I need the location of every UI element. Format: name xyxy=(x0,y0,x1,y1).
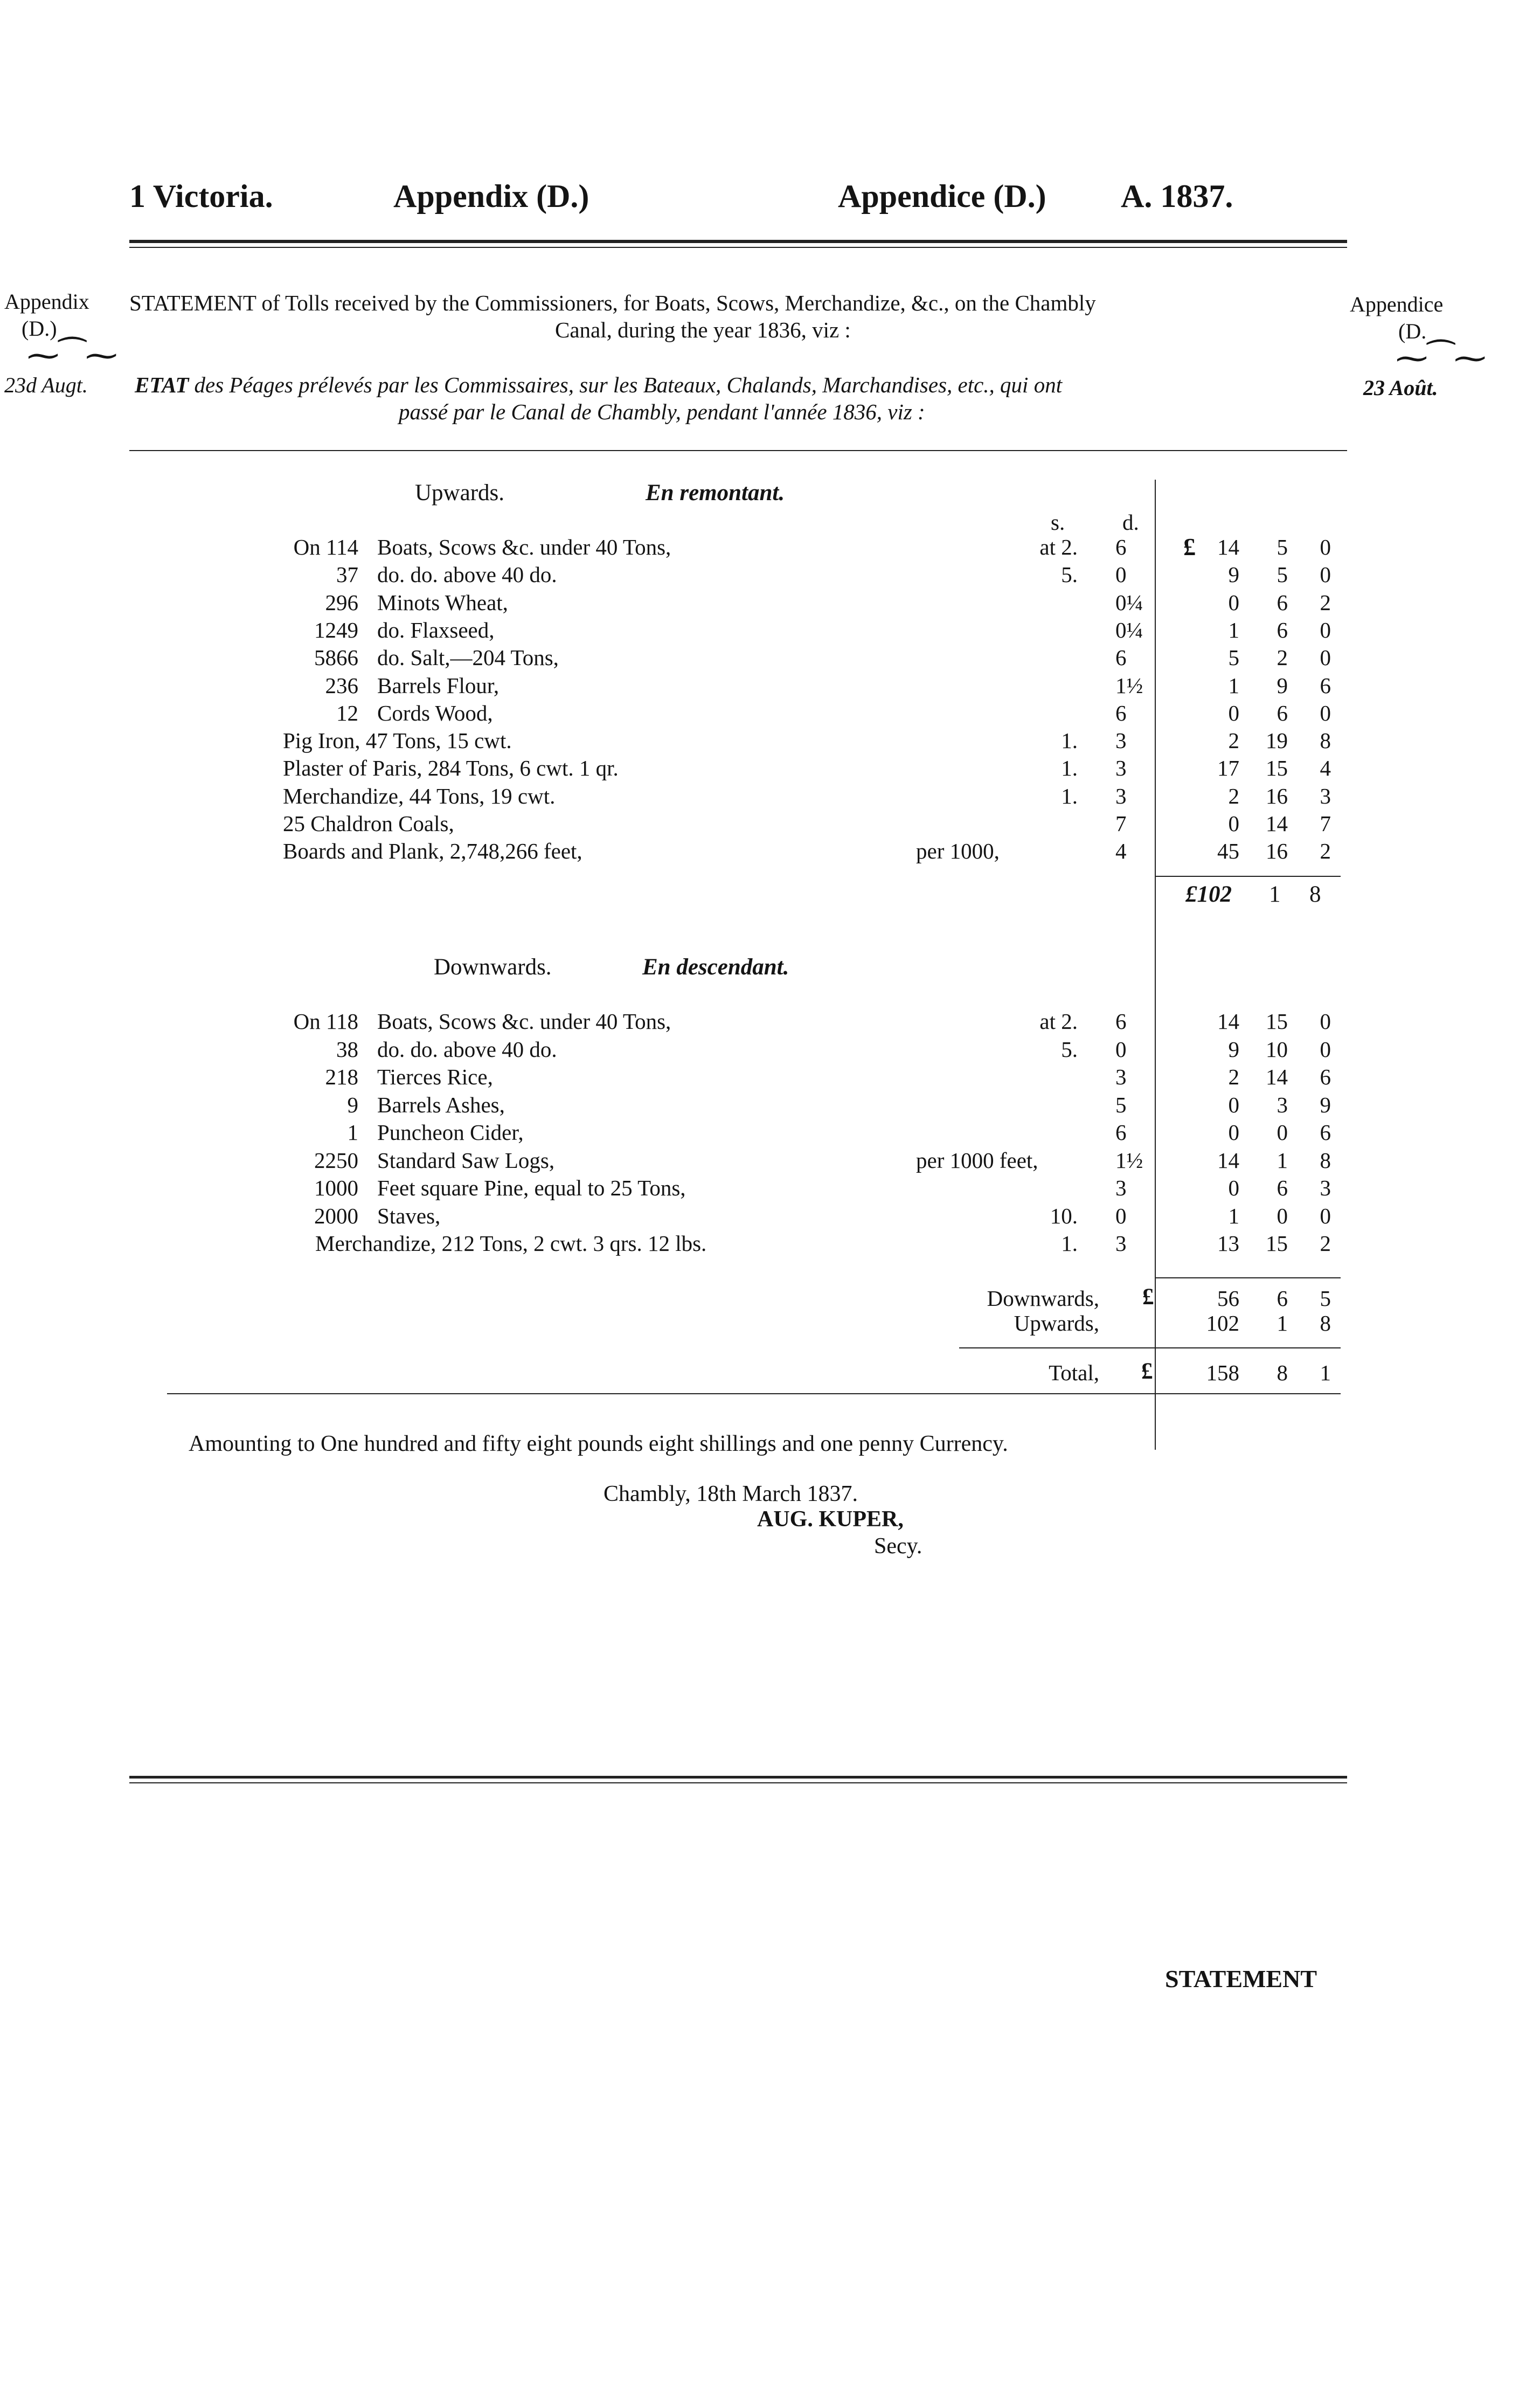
downwards-cell-d: 2 xyxy=(1320,1231,1331,1256)
upwards-cell-d: 3 xyxy=(1320,783,1331,808)
downwards-cell-s: 14 xyxy=(1266,1064,1288,1089)
upwards-cell-d: 0 xyxy=(1320,617,1331,642)
header-right: A. 1837. xyxy=(1121,178,1233,214)
summary-cell-d: 1 xyxy=(1320,1360,1331,1385)
downwards-cell-desc: Standard Saw Logs, xyxy=(377,1147,555,1173)
downwards-row xyxy=(0,1118,1540,1147)
upwards-row xyxy=(0,781,1540,811)
upwards-cell-s: 6 xyxy=(1277,617,1288,642)
downwards-cell-l: 13 xyxy=(1217,1231,1239,1256)
upwards-cell-desc: Boards and Plank, 2,748,266 feet, xyxy=(283,839,582,864)
margin-left-date: 23d Augt. xyxy=(4,373,88,397)
header-rule-thin xyxy=(129,247,1347,248)
upwards-cell-rate-d: 4 xyxy=(1115,839,1127,864)
upwards-row xyxy=(0,726,1540,755)
upwards-cell-desc: 25 Chaldron Coals, xyxy=(283,811,454,836)
margin-left-label: Appendix xyxy=(4,289,89,314)
downwards-cell-d: 3 xyxy=(1320,1175,1331,1200)
downwards-row xyxy=(0,1035,1540,1064)
upwards-cell-l: 17 xyxy=(1217,756,1239,781)
downwards-cell-rate-s: at 2. xyxy=(1039,1009,1078,1034)
upwards-cell-d: 6 xyxy=(1320,673,1331,698)
upwards-cell-l: 0 xyxy=(1228,590,1239,615)
upwards-cell-rate-d: 3 xyxy=(1115,728,1127,753)
downwards-cell-l: 9 xyxy=(1228,1036,1239,1062)
downwards-cell-per: per 1000 feet, xyxy=(916,1147,1038,1173)
summary-currency-1: £ xyxy=(1142,1284,1154,1310)
upwards-cell-s: 15 xyxy=(1266,756,1288,781)
downwards-cell-l: 0 xyxy=(1228,1175,1239,1200)
downwards-row xyxy=(0,1173,1540,1202)
upwards-cell-l: 9 xyxy=(1228,562,1239,587)
title-fr-line1 xyxy=(135,372,1062,398)
upwards-row xyxy=(0,671,1540,700)
downwards-cell-rate-d: 3 xyxy=(1115,1175,1127,1200)
upwards-cell-d: 0 xyxy=(1320,700,1331,725)
margin-right-sub: (D. xyxy=(1398,319,1427,343)
page-end-rule-thin xyxy=(129,1782,1347,1783)
upwards-cell-l: 0 xyxy=(1228,811,1239,836)
downwards-cell-d: 0 xyxy=(1320,1203,1331,1228)
title-en-line2: Canal, during the year 1836, viz : xyxy=(555,317,851,342)
upwards-cell-s: 16 xyxy=(1266,839,1288,864)
upwards-row xyxy=(0,588,1540,617)
upwards-cell-qty: 296 xyxy=(325,590,358,615)
upwards-cell-desc: do. Salt,—204 Tons, xyxy=(377,645,559,670)
downwards-row xyxy=(0,1146,1540,1175)
downwards-cell-desc: Feet square Pine, equal to 25 Tons, xyxy=(377,1175,686,1200)
summary-cell-s: 8 xyxy=(1277,1360,1288,1385)
summary-cell-label: Total, xyxy=(1049,1360,1099,1385)
upwards-cell-rate-d: 6 xyxy=(1115,645,1127,670)
downwards-cell-desc: Boats, Scows &c. under 40 Tons, xyxy=(377,1009,671,1034)
upwards-total-l: £102 xyxy=(1185,882,1232,907)
upwards-subtotal-rule xyxy=(1155,876,1341,877)
upwards-cell-desc: do. do. above 40 do. xyxy=(377,562,557,587)
summary-cell-l: 102 xyxy=(1206,1311,1239,1336)
downwards-row xyxy=(0,1062,1540,1091)
upwards-cell-d: 0 xyxy=(1320,535,1331,559)
upwards-cell-qty: 1249 xyxy=(314,617,358,642)
downwards-cell-l: 14 xyxy=(1217,1147,1239,1173)
upwards-cell-rate-s: 1. xyxy=(1061,783,1078,808)
upwards-cell-rate-s: 1. xyxy=(1061,756,1078,781)
upwards-cell-desc: Minots Wheat, xyxy=(377,590,508,615)
downwards-cell-rate-d: 3 xyxy=(1115,1064,1127,1089)
downwards-cell-d: 6 xyxy=(1320,1064,1331,1089)
upwards-row xyxy=(0,615,1540,645)
margin-right-date: 23 Août. xyxy=(1363,376,1438,400)
upwards-row xyxy=(0,809,1540,838)
upwards-heading-fr: En remontant. xyxy=(646,480,785,506)
downwards-cell-d: 6 xyxy=(1320,1120,1331,1145)
upwards-cell-rate-d: 6 xyxy=(1115,700,1127,725)
downwards-cell-qty: On 118 xyxy=(293,1009,358,1034)
downwards-cell-rate-d: 6 xyxy=(1115,1120,1127,1145)
upwards-cell-rate-s: at 2. xyxy=(1039,535,1078,559)
upwards-cell-qty: 236 xyxy=(325,673,358,698)
upwards-cell-d: 2 xyxy=(1320,590,1331,615)
downwards-cell-desc: do. do. above 40 do. xyxy=(377,1036,557,1062)
downwards-cell-rate-s: 10. xyxy=(1050,1203,1078,1228)
upwards-cell-qty: 5866 xyxy=(314,645,358,670)
downwards-cell-rate-d: 6 xyxy=(1115,1009,1127,1034)
upwards-cell-desc: Pig Iron, 47 Tons, 15 cwt. xyxy=(283,728,512,753)
upwards-cell-desc: Merchandize, 44 Tons, 19 cwt. xyxy=(283,783,556,808)
summary-rule xyxy=(959,1347,1341,1348)
margin-left-sub: (D.) xyxy=(22,316,57,341)
summary-currency-2: £ xyxy=(1141,1359,1153,1384)
margin-right-label: Appendice xyxy=(1350,292,1444,316)
summary-cell-s: 1 xyxy=(1277,1311,1288,1336)
upwards-cell-desc: Barrels Flour, xyxy=(377,673,500,698)
upwards-cell-qty: 12 xyxy=(336,700,358,725)
upwards-cell-d: 2 xyxy=(1320,839,1331,864)
title-en-lead: STATEMENT xyxy=(129,290,256,315)
table-bottom-rule xyxy=(167,1393,1341,1394)
upwards-cell-rate-d: 0 xyxy=(1115,562,1127,587)
summary-row xyxy=(0,1358,1540,1387)
title-en-line1 xyxy=(129,290,1096,316)
upwards-cell-desc: Plaster of Paris, 284 Tons, 6 cwt. 1 qr. xyxy=(283,756,619,781)
downwards-heading: Downwards. xyxy=(434,954,552,980)
upwards-cell-qty: On 114 xyxy=(293,535,358,559)
upwards-cell-s: 16 xyxy=(1266,783,1288,808)
upwards-cell-d: 0 xyxy=(1320,645,1331,670)
upwards-row xyxy=(0,753,1540,783)
upwards-cell-s: 19 xyxy=(1266,728,1288,753)
place-and-date: Chambly, 18th March 1837. xyxy=(603,1482,858,1506)
downwards-rule xyxy=(1155,1277,1341,1278)
downwards-cell-desc: Barrels Ashes, xyxy=(377,1092,505,1117)
downwards-cell-rate-d: 3 xyxy=(1115,1231,1127,1256)
upwards-total-d: 8 xyxy=(1309,882,1321,907)
downwards-cell-qty: 218 xyxy=(325,1064,358,1089)
currency-symbol: £ xyxy=(1183,533,1196,561)
downwards-cell-l: 0 xyxy=(1228,1092,1239,1117)
summary-cell-d: 5 xyxy=(1320,1286,1331,1311)
upwards-cell-s: 14 xyxy=(1266,811,1288,836)
upwards-row xyxy=(0,643,1540,672)
downwards-cell-s: 15 xyxy=(1266,1231,1288,1256)
summary-cell-d: 8 xyxy=(1320,1311,1331,1336)
upwards-cell-s: 6 xyxy=(1277,590,1288,615)
summary-cell-l: 56 xyxy=(1217,1286,1239,1311)
upwards-cell-rate-d: 7 xyxy=(1115,811,1127,836)
upwards-cell-desc: do. Flaxseed, xyxy=(377,617,495,642)
upwards-cell-s: 5 xyxy=(1277,535,1288,559)
upwards-cell-s: 9 xyxy=(1277,673,1288,698)
upwards-total-s: 1 xyxy=(1269,882,1281,907)
upwards-cell-rate-d: 3 xyxy=(1115,756,1127,781)
downwards-cell-d: 0 xyxy=(1320,1009,1331,1034)
downwards-cell-desc: Merchandize, 212 Tons, 2 cwt. 3 qrs. 12 lbs. xyxy=(315,1231,707,1256)
header-left: 1 Victoria. xyxy=(129,178,273,214)
upwards-cell-l: 14 xyxy=(1217,535,1239,559)
upwards-cell-rate-s: 1. xyxy=(1061,728,1078,753)
upwards-cell-l: 45 xyxy=(1217,839,1239,864)
downwards-row xyxy=(0,1090,1540,1119)
upwards-cell-qty: 37 xyxy=(336,562,358,587)
downwards-cell-qty: 2000 xyxy=(314,1203,358,1228)
upwards-cell-l: 1 xyxy=(1228,617,1239,642)
header-rule xyxy=(129,240,1347,243)
margin-left-ornament: ⁓⁀⁓ xyxy=(27,338,118,373)
downwards-cell-d: 8 xyxy=(1320,1147,1331,1173)
downwards-cell-qty: 38 xyxy=(336,1036,358,1062)
downwards-cell-s: 0 xyxy=(1277,1120,1288,1145)
downwards-cell-desc: Puncheon Cider, xyxy=(377,1120,524,1145)
downwards-cell-l: 0 xyxy=(1228,1120,1239,1145)
downwards-cell-rate-d: 5 xyxy=(1115,1092,1127,1117)
title-fr-line2: passé par le Canal de Chambly, pendant l'année 1836, viz : xyxy=(399,399,925,424)
downwards-row xyxy=(0,1229,1540,1258)
upwards-cell-d: 4 xyxy=(1320,756,1331,781)
title-fr-lead: ETAT xyxy=(135,372,189,397)
downwards-cell-l: 2 xyxy=(1228,1064,1239,1089)
upwards-cell-d: 8 xyxy=(1320,728,1331,753)
upwards-cell-d: 0 xyxy=(1320,562,1331,587)
summary-cell-l: 158 xyxy=(1206,1360,1239,1385)
upwards-cell-l: 1 xyxy=(1228,673,1239,698)
downwards-heading-fr: En descendant. xyxy=(642,954,789,980)
downwards-cell-desc: Tierces Rice, xyxy=(377,1064,493,1089)
signatory-role: Secy. xyxy=(874,1534,922,1559)
upwards-row xyxy=(0,836,1540,866)
upwards-cell-l: 0 xyxy=(1228,700,1239,725)
title-en-rest: of Tolls received by the Commissioners, for Boats, Scows, Merchandize, &c., on the Chambly xyxy=(261,290,1096,315)
downwards-cell-d: 0 xyxy=(1320,1036,1331,1062)
downwards-cell-rate-s: 5. xyxy=(1061,1036,1078,1062)
downwards-cell-l: 1 xyxy=(1228,1203,1239,1228)
upwards-cell-rate-s: 5. xyxy=(1061,562,1078,587)
amount-in-words: Amounting to One hundred and fifty eight pounds eight shillings and one penny Currency. xyxy=(189,1431,1008,1456)
summary-cell-label: Upwards, xyxy=(1014,1311,1099,1336)
upwards-cell-desc: Boats, Scows &c. under 40 Tons, xyxy=(377,535,671,559)
downwards-cell-s: 1 xyxy=(1277,1147,1288,1173)
title-rule xyxy=(129,450,1347,451)
summary-cell-s: 6 xyxy=(1277,1286,1288,1311)
upwards-cell-rate-d: 3 xyxy=(1115,783,1127,808)
downwards-row xyxy=(0,1007,1540,1036)
catchword: STATEMENT xyxy=(1165,1965,1317,1992)
header-center-right: Appendice (D.) xyxy=(838,178,1046,214)
summary-cell-label: Downwards, xyxy=(987,1286,1099,1311)
downwards-cell-qty: 2250 xyxy=(314,1147,358,1173)
upwards-cell-s: 5 xyxy=(1277,562,1288,587)
upwards-cell-desc: Cords Wood, xyxy=(377,700,493,725)
upwards-cell-rate-d: 0¼ xyxy=(1115,617,1143,642)
rate-col-d-header: d. xyxy=(1122,510,1139,535)
upwards-cell-rate-d: 6 xyxy=(1115,535,1127,559)
downwards-cell-rate-s: 1. xyxy=(1061,1231,1078,1256)
header-center-left: Appendix (D.) xyxy=(393,178,589,214)
downwards-cell-qty: 9 xyxy=(347,1092,358,1117)
downwards-cell-s: 3 xyxy=(1277,1092,1288,1117)
downwards-cell-d: 9 xyxy=(1320,1092,1331,1117)
downwards-cell-l: 14 xyxy=(1217,1009,1239,1034)
downwards-cell-s: 15 xyxy=(1266,1009,1288,1034)
downwards-cell-s: 6 xyxy=(1277,1175,1288,1200)
upwards-cell-d: 7 xyxy=(1320,811,1331,836)
upwards-cell-l: 5 xyxy=(1228,645,1239,670)
downwards-cell-rate-d: 0 xyxy=(1115,1203,1127,1228)
downwards-cell-rate-d: 0 xyxy=(1115,1036,1127,1062)
rate-col-s-header: s. xyxy=(1051,510,1065,535)
upwards-cell-s: 2 xyxy=(1277,645,1288,670)
page-end-rule xyxy=(129,1776,1347,1779)
upwards-cell-l: 2 xyxy=(1228,783,1239,808)
downwards-cell-s: 10 xyxy=(1266,1036,1288,1062)
title-fr-rest: des Péages prélevés par les Commissaires, sur les Bateaux, Chalands, Marchandises, etc., qui ont xyxy=(194,372,1063,397)
upwards-cell-s: 6 xyxy=(1277,700,1288,725)
signatory-name: AUG. KUPER, xyxy=(757,1507,904,1532)
upwards-row xyxy=(0,532,1540,562)
downwards-cell-s: 0 xyxy=(1277,1203,1288,1228)
downwards-cell-rate-d: 1½ xyxy=(1115,1147,1143,1173)
downwards-cell-qty: 1000 xyxy=(314,1175,358,1200)
summary-row xyxy=(0,1309,1540,1338)
upwards-cell-l: 2 xyxy=(1228,728,1239,753)
downwards-cell-desc: Staves, xyxy=(377,1203,441,1228)
upwards-row xyxy=(0,698,1540,728)
upwards-cell-per: per 1000, xyxy=(916,839,1000,864)
upwards-cell-rate-d: 1½ xyxy=(1115,673,1143,698)
upwards-cell-rate-d: 0¼ xyxy=(1115,590,1143,615)
upwards-row xyxy=(0,560,1540,589)
downwards-cell-qty: 1 xyxy=(347,1120,358,1145)
upwards-heading: Upwards. xyxy=(415,480,504,506)
downwards-row xyxy=(0,1201,1540,1230)
margin-right-ornament: ⁓⁀⁓ xyxy=(1396,341,1487,376)
